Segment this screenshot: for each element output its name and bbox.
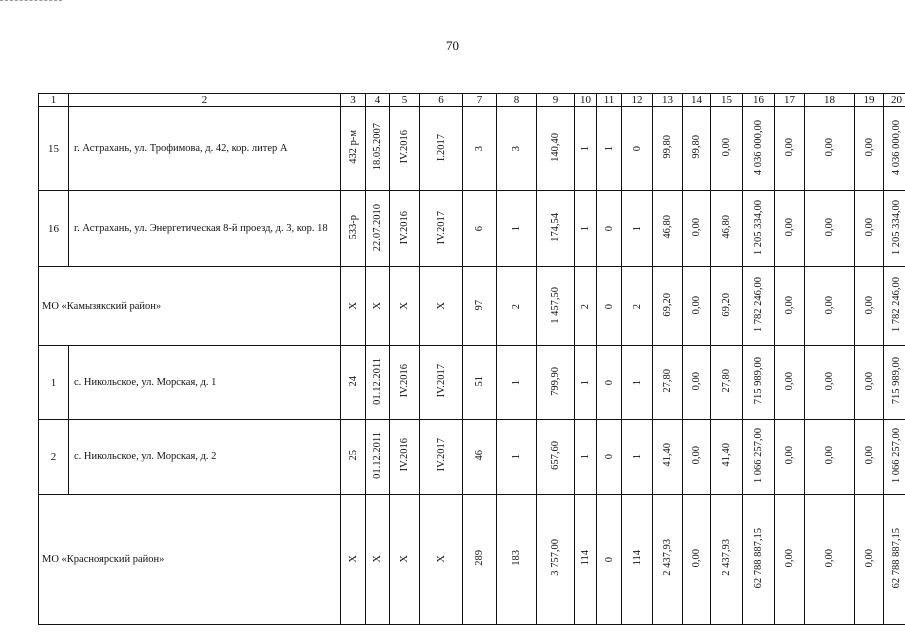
cell-value: Х	[347, 554, 359, 563]
cell-value: 0,00	[824, 218, 835, 237]
value-cell	[805, 107, 855, 191]
value-cell	[683, 191, 711, 267]
value-cell	[775, 346, 805, 419]
col-header: 3	[341, 94, 366, 107]
cell-value: 657,60	[550, 440, 561, 470]
value-cell	[463, 346, 497, 419]
cell-value: 27,80	[721, 369, 732, 393]
value-cell	[622, 191, 653, 267]
value-cell	[653, 346, 683, 419]
cell-value: 3 757,00	[550, 539, 561, 577]
value-cell	[711, 191, 743, 267]
value-cell	[855, 419, 884, 494]
cell-value: 99,80	[662, 135, 673, 159]
row-number: 16	[39, 191, 69, 267]
value-cell	[622, 267, 653, 346]
cell-value: 4 036 000,00	[753, 119, 764, 175]
value-cell	[622, 494, 653, 624]
cell-value: 1	[511, 380, 522, 386]
cell-value: 69,20	[721, 293, 732, 317]
cell-value: 0,00	[863, 445, 875, 465]
col-header: 16	[743, 94, 775, 107]
cell-value: 533-р	[347, 214, 359, 240]
cell-value: 1	[511, 226, 522, 232]
cell-value: 1	[603, 146, 615, 152]
cell-value: 114	[580, 550, 591, 566]
value-cell	[463, 494, 497, 624]
cell-value: 0	[603, 454, 615, 460]
cell-value: 174,54	[550, 212, 561, 242]
value-cell	[537, 107, 575, 191]
col-header: 17	[775, 94, 805, 107]
value-cell	[683, 107, 711, 191]
cell-value: 0,00	[863, 218, 875, 237]
value-cell	[711, 107, 743, 191]
col-header: 6	[420, 94, 463, 107]
value-cell	[420, 346, 463, 419]
value-cell	[341, 494, 366, 624]
cell-value: 2	[631, 304, 643, 310]
subtotal-row	[39, 267, 905, 346]
cell-value: 18.05.2007	[372, 123, 383, 171]
value-cell	[622, 346, 653, 419]
value-cell	[420, 494, 463, 624]
table-row	[39, 107, 905, 191]
value-cell	[366, 346, 390, 419]
value-cell	[463, 107, 497, 191]
row-number: 2	[39, 419, 69, 494]
cell-value: 0,00	[863, 137, 875, 157]
cell-value: 2 437,93	[662, 539, 673, 577]
value-cell	[805, 494, 855, 624]
cell-value: 0	[631, 146, 643, 152]
cell-value: IV.2017	[435, 438, 447, 472]
cell-value: 0,00	[863, 548, 875, 568]
value-cell	[884, 191, 905, 267]
cell-value: 140,40	[550, 132, 561, 162]
cell-value: 3	[511, 146, 522, 152]
cell-value: Х	[399, 554, 410, 563]
value-cell	[420, 107, 463, 191]
cell-value: 0	[603, 380, 615, 386]
cell-value: Х	[435, 301, 447, 310]
cell-value: 1	[511, 454, 522, 460]
value-cell	[463, 419, 497, 494]
row-number: 15	[39, 107, 69, 191]
value-cell	[420, 191, 463, 267]
cell-value: 1	[580, 380, 591, 386]
cell-value: 97	[474, 299, 485, 311]
value-cell	[390, 267, 420, 346]
cell-value: 0,00	[824, 137, 835, 157]
cell-value: 0,00	[784, 371, 795, 391]
cell-value: 0,00	[691, 548, 702, 568]
address-cell: с. Никольское, ул. Морская, д. 2	[69, 419, 341, 494]
value-cell	[497, 267, 537, 346]
value-cell	[575, 346, 597, 419]
cell-value: IV.2016	[399, 364, 410, 398]
col-header: 15	[711, 94, 743, 107]
value-cell	[463, 267, 497, 346]
table-body	[39, 107, 905, 625]
value-cell	[366, 107, 390, 191]
value-cell	[537, 494, 575, 624]
cell-value: 1	[580, 226, 591, 232]
cell-value: 0,00	[784, 445, 795, 465]
cell-value: Х	[347, 301, 359, 310]
value-cell	[743, 346, 775, 419]
cell-value: IV.2016	[399, 438, 410, 472]
col-header: 18	[805, 94, 855, 107]
value-cell	[575, 191, 597, 267]
value-cell	[366, 267, 390, 346]
value-cell	[390, 494, 420, 624]
value-cell	[597, 419, 622, 494]
value-cell	[575, 107, 597, 191]
col-header: 2	[69, 94, 341, 107]
value-cell	[855, 494, 884, 624]
col-header: 10	[575, 94, 597, 107]
cell-value: 1	[580, 454, 591, 460]
cell-value: 0,00	[691, 218, 702, 237]
cell-value: 99,80	[691, 135, 702, 159]
cell-value: 51	[474, 375, 485, 387]
cell-value: 41,40	[721, 443, 732, 467]
value-cell	[497, 494, 537, 624]
value-cell	[653, 191, 683, 267]
cell-value: 46	[474, 449, 485, 461]
register-table	[38, 93, 905, 625]
value-cell	[497, 346, 537, 419]
value-cell	[622, 419, 653, 494]
value-cell	[743, 419, 775, 494]
subtotal-row	[39, 494, 905, 624]
col-header: 13	[653, 94, 683, 107]
page-number: 70	[446, 38, 459, 53]
value-cell	[711, 267, 743, 346]
cell-value: 0,00	[863, 295, 875, 315]
cell-value: 1 205 334,00	[753, 199, 764, 255]
value-cell	[597, 191, 622, 267]
cell-value: 0,00	[691, 445, 702, 465]
cell-value: IV.2016	[399, 130, 410, 164]
cell-value: 2	[511, 304, 522, 310]
value-cell	[683, 346, 711, 419]
cell-value: Х	[399, 301, 410, 310]
cell-value: 46,80	[662, 215, 673, 240]
value-cell	[341, 191, 366, 267]
value-cell	[653, 267, 683, 346]
cell-value: 0,00	[721, 137, 732, 157]
cell-value: 0,00	[784, 548, 795, 568]
cell-value: 1	[580, 146, 591, 152]
col-header: 20	[884, 94, 905, 107]
value-cell	[805, 191, 855, 267]
cell-value: 0,00	[824, 371, 835, 391]
cell-value: 0,00	[691, 295, 702, 315]
value-cell	[653, 419, 683, 494]
municipality-label: МО «Камызякский район»	[39, 267, 341, 346]
cell-value: 1 457,50	[550, 286, 561, 324]
value-cell	[743, 494, 775, 624]
cell-value: 22.07.2010	[372, 203, 383, 251]
value-cell	[775, 107, 805, 191]
cell-value: IV.2017	[435, 364, 447, 398]
cell-value: 62 788 887,15	[891, 527, 902, 589]
value-cell	[597, 107, 622, 191]
cell-value: 46,80	[721, 215, 732, 240]
value-cell	[537, 191, 575, 267]
cell-value: 0,00	[824, 548, 835, 568]
address-cell: с. Никольское, ул. Морская, д. 1	[69, 346, 341, 419]
value-cell	[420, 267, 463, 346]
cell-value: IV.2017	[435, 210, 447, 244]
cell-value: 01.12.2011	[372, 357, 383, 405]
row-number: 1	[39, 346, 69, 419]
value-cell	[597, 494, 622, 624]
cell-value: 0,00	[784, 218, 795, 237]
value-cell	[420, 419, 463, 494]
cell-value: 0,00	[824, 445, 835, 465]
value-cell	[683, 419, 711, 494]
cell-value: 0	[603, 226, 615, 232]
cell-value: 432 р-м	[347, 130, 359, 164]
value-cell	[341, 419, 366, 494]
cell-value: 1	[631, 454, 643, 460]
cell-value: 289	[474, 549, 485, 566]
cell-value: IV.2016	[399, 210, 410, 244]
value-cell	[743, 107, 775, 191]
cell-value: Х	[372, 301, 383, 310]
address-cell: г. Астрахань, ул. Энергетическая 8-й проезд, д. 3, кор. 18	[69, 191, 341, 267]
value-cell	[497, 191, 537, 267]
value-cell	[855, 267, 884, 346]
cell-value: 0,00	[784, 295, 795, 315]
value-cell	[537, 346, 575, 419]
value-cell	[390, 191, 420, 267]
table-row	[39, 346, 905, 419]
value-cell	[575, 419, 597, 494]
value-cell	[805, 267, 855, 346]
value-cell	[884, 494, 905, 624]
cell-value: 2	[580, 304, 591, 310]
value-cell	[597, 267, 622, 346]
cell-value: 41,40	[662, 443, 673, 467]
cell-value: Х	[372, 554, 383, 563]
cell-value: 24	[347, 375, 359, 387]
value-cell	[653, 494, 683, 624]
value-cell	[622, 107, 653, 191]
value-cell	[711, 346, 743, 419]
cell-value: 62 788 887,15	[753, 527, 764, 589]
table-row	[39, 419, 905, 494]
municipality-label: МО «Красноярский район»	[39, 494, 341, 624]
value-cell	[463, 191, 497, 267]
col-header: 14	[683, 94, 711, 107]
value-cell	[390, 419, 420, 494]
cell-value: 1 066 257,00	[891, 427, 902, 483]
cell-value: 1 782 246,00	[891, 277, 902, 333]
cell-value: 1	[631, 226, 643, 232]
cell-value: 1 066 257,00	[753, 427, 764, 483]
value-cell	[855, 346, 884, 419]
cell-value: 0	[603, 304, 615, 310]
value-cell	[805, 346, 855, 419]
value-cell	[855, 107, 884, 191]
address-cell: г. Астрахань, ул. Трофимова, д. 42, кор. литер А	[69, 107, 341, 191]
cell-value: 69,20	[662, 293, 673, 317]
cell-value: 0,00	[863, 371, 875, 391]
cell-value: 3	[474, 146, 485, 152]
cell-value: 1 782 246,00	[753, 277, 764, 333]
value-cell	[497, 419, 537, 494]
value-cell	[575, 267, 597, 346]
value-cell	[497, 107, 537, 191]
cell-value: 6	[474, 226, 485, 232]
col-header: 1	[39, 94, 69, 107]
value-cell	[775, 494, 805, 624]
col-header: 12	[622, 94, 653, 107]
cell-value: 0,00	[691, 371, 702, 391]
value-cell	[775, 267, 805, 346]
value-cell	[855, 191, 884, 267]
cell-value: 4 036 000,00	[891, 119, 902, 175]
value-cell	[775, 419, 805, 494]
value-cell	[341, 267, 366, 346]
cell-value: 799,90	[550, 366, 561, 396]
value-cell	[653, 107, 683, 191]
cell-value: 27,80	[662, 369, 673, 393]
value-cell	[743, 267, 775, 346]
cell-value: Х	[435, 554, 447, 563]
cell-value: 715 989,00	[891, 357, 902, 405]
col-header: 9	[537, 94, 575, 107]
value-cell	[711, 494, 743, 624]
value-cell	[390, 346, 420, 419]
cell-value: 0,00	[824, 295, 835, 315]
col-header: 4	[366, 94, 390, 107]
value-cell	[341, 107, 366, 191]
value-cell	[884, 419, 905, 494]
corner-mark	[0, 0, 62, 3]
value-cell	[884, 267, 905, 346]
value-cell	[597, 346, 622, 419]
value-cell	[575, 494, 597, 624]
value-cell	[683, 267, 711, 346]
cell-value: 114	[631, 550, 643, 566]
value-cell	[366, 419, 390, 494]
value-cell	[366, 191, 390, 267]
col-header: 19	[855, 94, 884, 107]
value-cell	[743, 191, 775, 267]
cell-value: 0	[603, 557, 615, 563]
cell-value: 25	[347, 449, 359, 461]
header-row	[39, 94, 905, 107]
cell-value: 01.12.2011	[372, 431, 383, 479]
value-cell	[775, 191, 805, 267]
value-cell	[683, 494, 711, 624]
cell-value: 183	[511, 549, 522, 566]
value-cell	[537, 419, 575, 494]
table-row	[39, 191, 905, 267]
cell-value: 2 437,93	[721, 539, 732, 577]
cell-value: I.2017	[435, 133, 447, 161]
value-cell	[805, 419, 855, 494]
value-cell	[537, 267, 575, 346]
cell-value: 715 989,00	[753, 357, 764, 405]
col-header: 8	[497, 94, 537, 107]
col-header: 7	[463, 94, 497, 107]
cell-value: 0,00	[784, 137, 795, 157]
cell-value: 1 205 334,00	[891, 199, 902, 255]
cell-value: 1	[631, 380, 643, 386]
col-header: 11	[597, 94, 622, 107]
value-cell	[884, 346, 905, 419]
value-cell	[341, 346, 366, 419]
value-cell	[390, 107, 420, 191]
value-cell	[711, 419, 743, 494]
col-header: 5	[390, 94, 420, 107]
value-cell	[884, 107, 905, 191]
value-cell	[366, 494, 390, 624]
